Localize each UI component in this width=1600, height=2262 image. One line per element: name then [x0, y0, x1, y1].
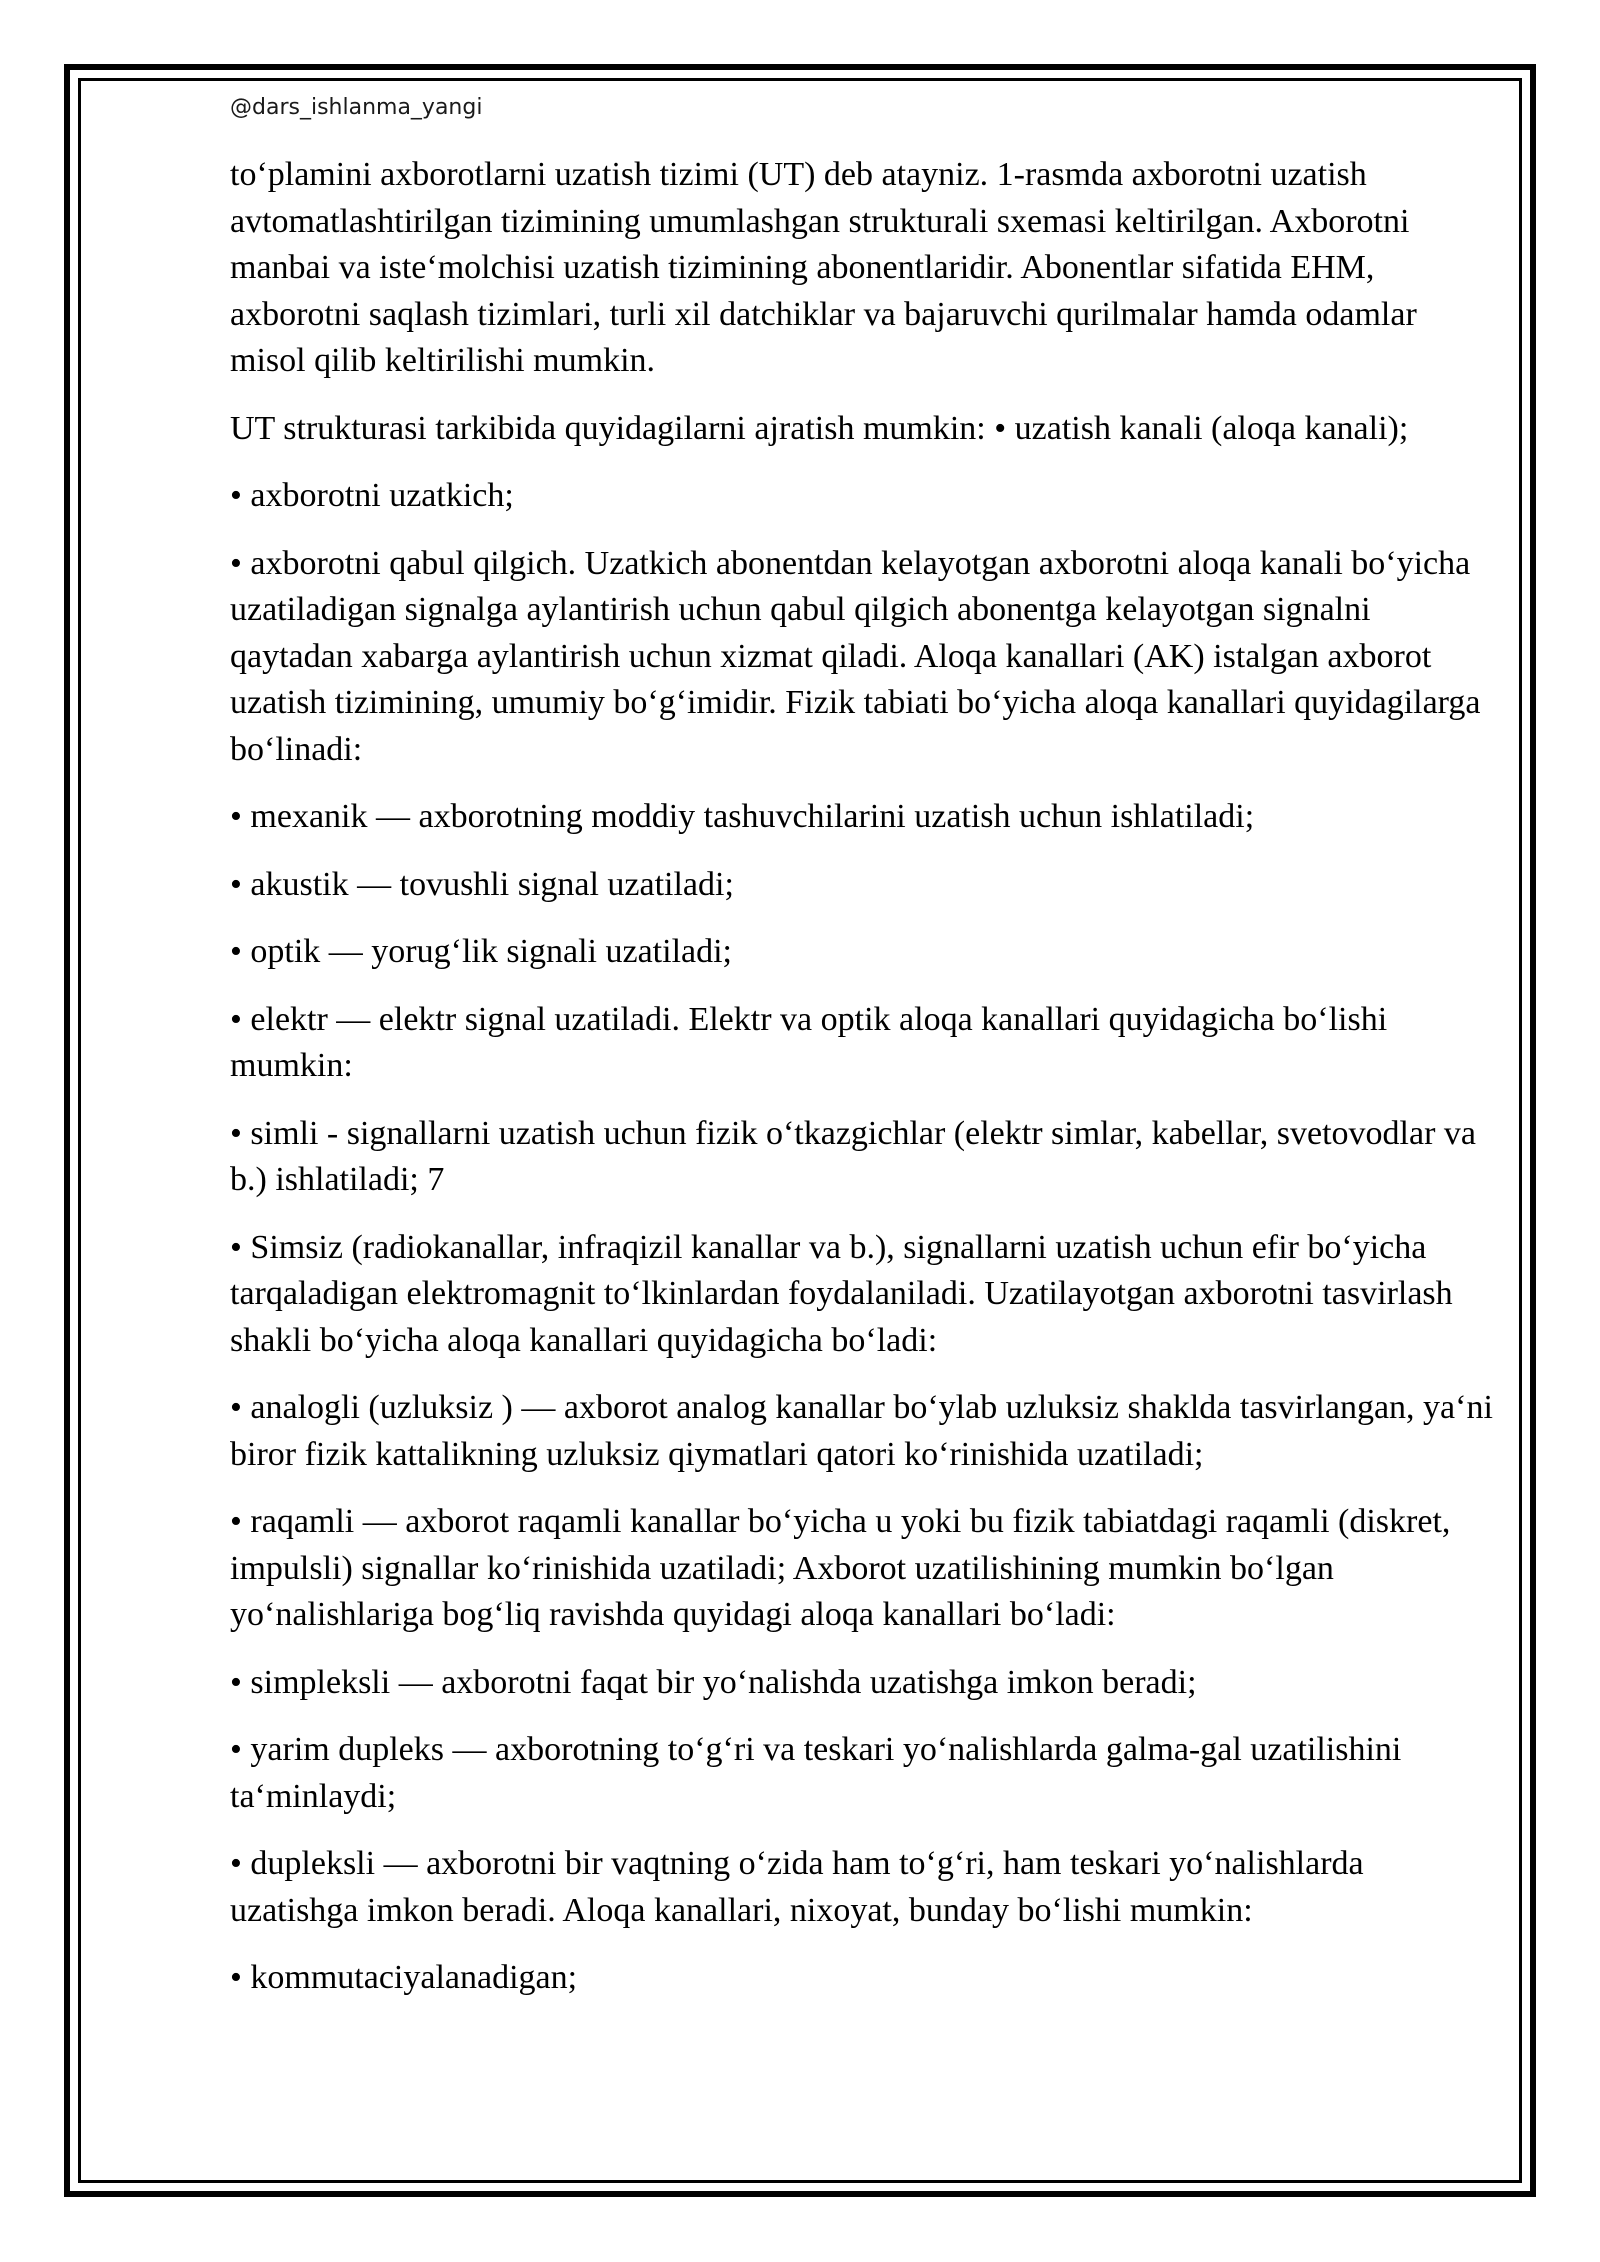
list-item: • analogli (uzluksiz ) — axborot analog kanallar bo‘ylab uzluksiz shaklda tasvirlangan, ya‘ni biror fizik kattalikning uzluksiz qiymatlari qatori ko‘rinishida uzatiladi;: [230, 1389, 1493, 1473]
list-item: • dupleksli — axborotni bir vaqtning o‘zida ham to‘g‘ri, ham teskari yo‘nalishlarda uzatishga imkon beradi. Aloqa kanallari, nixoyat, bunday bo‘lishi mumkin:: [230, 1845, 1364, 1929]
list-item: • kommutaciyalanadigan;: [230, 1959, 578, 1996]
list-item: • axborotni uzatkich;: [230, 477, 514, 514]
list-item: • mexanik — axborotning moddiy tashuvchilarini uzatish uchun ishlatiladi;: [230, 798, 1255, 835]
list-item: • optik — yorug‘lik signali uzatiladi;: [230, 933, 732, 970]
paragraph-intro: to‘plamini axborotlarni uzatish tizimi (UT) deb atayniz. 1-rasmda axborotni uzatish avtomatlashtirilgan tizimining umumlashgan strukturali sxemasi keltirilgan. Axborotni manbai va iste‘molchisi uzatish tizimining abonentlaridir. Abonentlar sifatida EHM, axborotni saqlash tizimlari, turli xil datchiklar va bajaruvchi qurilmalar hamda odamlar misol qilib keltirilishi mumkin.: [230, 156, 1417, 379]
header-watermark: @dars_ishlanma_yangi: [230, 95, 483, 120]
list-item: • simli - signallarni uzatish uchun fizik o‘tkazgichlar (elektr simlar, kabellar, svetovodlar va b.) ishlatiladi; 7: [230, 1114, 1476, 1198]
list-item: • Simsiz (radiokanallar, infraqizil kanallar va b.), signallarni uzatish uchun efir bo‘yicha tarqaladigan elektromagnit to‘lkinlardan foydalaniladi. Uzatilayotgan axborotni tasvirlash shakli bo‘yicha aloqa kanallari quyidagicha bo‘ladi:: [230, 1228, 1453, 1359]
list-item: • yarim dupleks — axborotning to‘g‘ri va teskari yo‘nalishlarda galma-gal uzatilishini ta‘minlaydi;: [230, 1731, 1402, 1815]
document-body: [230, 152, 1500, 2023]
list-item: • akustik — tovushli signal uzatiladi;: [230, 865, 734, 903]
list-item: • elektr — elektr signal uzatiladi. Elektr va optik aloqa kanallari quyidagicha bo‘lishi mumkin:: [230, 1000, 1388, 1084]
list-item: • axborotni qabul qilgich. Uzatkich abonentdan kelayotgan axborotni aloqa kanali bo‘yicha uzatiladigan signalga aylantirish uchun qabul qilgich abonentga kelayotgan signalni qaytadan xabarga aylantirish uchun xizmat qiladi. Aloqa kanallari (AK) istalgan axborot uzatish tizimining, umumiy bo‘g‘imidir. Fizik tabiati bo‘yicha aloqa kanallari quyidagilarga bo‘linadi:: [230, 544, 1481, 768]
list-item: • simpleksli — axborotni faqat bir yo‘nalishda uzatishga imkon beradi;: [230, 1663, 1197, 1701]
list-item: • raqamli — axborot raqamli kanallar bo‘yicha u yoki bu fizik tabiatdagi raqamli (diskret, impulsli) signallar ko‘rinishida uzatiladi; Axborot uzatilishining mumkin bo‘lgan yo‘nalishlariga bog‘liq ravishda quyidagi aloqa kanallari bo‘ladi:: [230, 1503, 1451, 1633]
paragraph-ut-structure: UT strukturasi tarkibida quyidagilarni ajratish mumkin: • uzatish kanali (aloqa kanali);: [230, 409, 1409, 447]
